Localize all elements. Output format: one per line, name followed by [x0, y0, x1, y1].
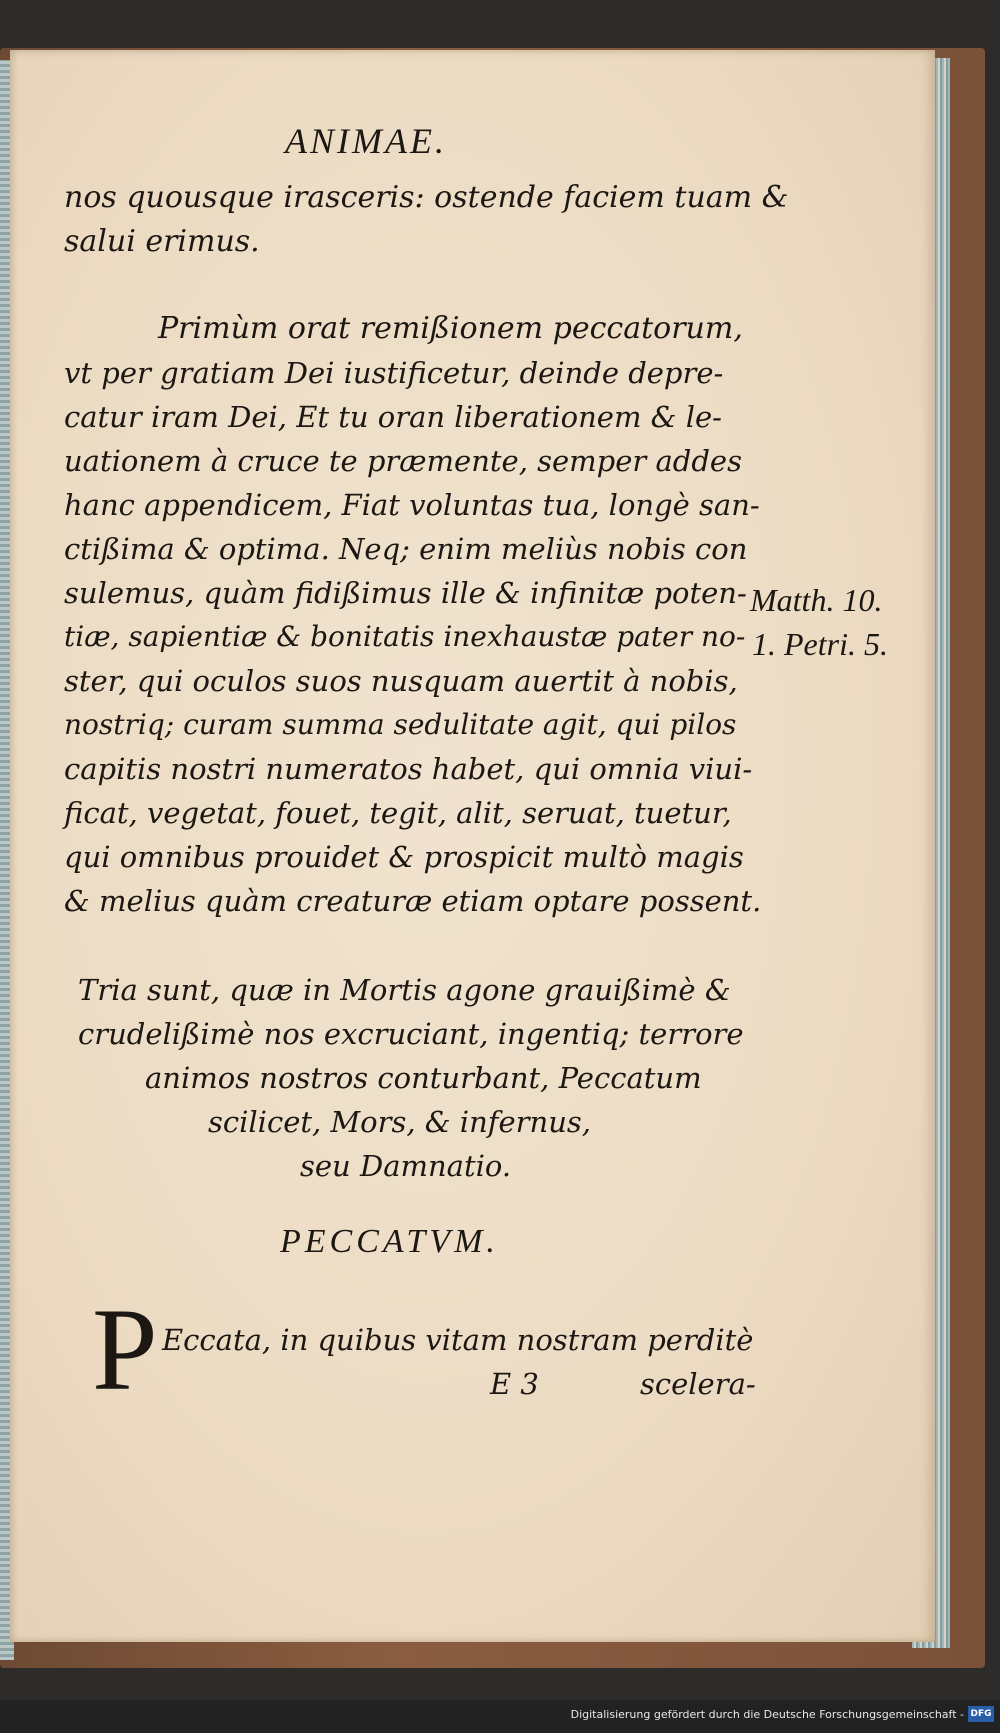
section-heading: PECCATVM. — [280, 1223, 499, 1260]
running-head: ANIMAE. — [285, 121, 447, 161]
text-line: & melius quàm creaturæ etiam optare possent. — [64, 884, 762, 918]
signature-mark: E 3 — [490, 1367, 539, 1401]
text-line: ctißima & optima. Neq; enim meliùs nobis con — [64, 532, 748, 566]
text-line: sulemus, quàm fidißimus ille & infinitæ poten- — [64, 576, 747, 610]
text-line: qui omnibus prouidet & prospicit multò magis — [64, 840, 744, 874]
text-line: tiæ, sapientiæ & bonitatis inexhaustæ pater no- — [64, 620, 746, 653]
text-line: salui erimus. — [64, 224, 260, 259]
text-line: vt per gratiam Dei iustificetur, deinde depre- — [64, 356, 724, 390]
catchword: scelera- — [640, 1367, 756, 1401]
text-line: scilicet, Mors, & infernus, — [208, 1105, 591, 1139]
text-line: crudelißimè nos excruciant, ingentiq; terrore — [78, 1017, 744, 1051]
margin-note: 1. Petri. 5. — [752, 626, 888, 662]
funding-credit: Digitalisierung gefördert durch die Deutsche Forschungsgemeinschaft - — [570, 1708, 964, 1721]
text-line: Primùm orat remißionem peccatorum, — [158, 311, 743, 346]
margin-note: Matth. 10. — [750, 582, 883, 618]
text-line: seu Damnatio. — [300, 1149, 512, 1183]
text-line: nostriq; curam summa sedulitate agit, qui pilos — [64, 708, 737, 741]
text-line: ficat, vegetat, fouet, tegit, alit, seruat, tuetur, — [64, 796, 732, 830]
text-line: Eccata, in quibus vitam nostram perditè — [162, 1323, 754, 1357]
text-line: capitis nostri numeratos habet, qui omnia viui- — [64, 752, 753, 786]
text-line: ster, qui oculos suos nusquam auertit à nobis, — [64, 664, 738, 698]
dfg-logo: DFG — [968, 1706, 994, 1722]
text-line: catur iram Dei, Et tu oran liberationem & le- — [64, 400, 722, 434]
text-line: uationem à cruce te præmente, semper addes — [64, 444, 742, 478]
text-line: animos nostros conturbant, Peccatum — [145, 1061, 702, 1095]
drop-cap: P — [92, 1284, 158, 1415]
text-line: nos quousque irasceris: ostende faciem tuam & — [64, 180, 789, 215]
text-line: hanc appendicem, Fiat voluntas tua, longè san- — [64, 488, 760, 522]
text-line: Tria sunt, quæ in Mortis agone grauißimè & — [78, 973, 731, 1007]
